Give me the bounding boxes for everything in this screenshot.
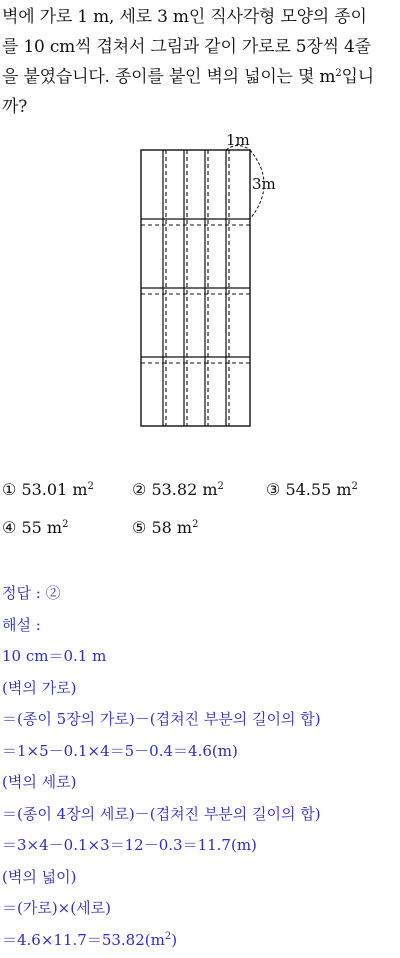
answer-line-3: 10 cm＝0.1 m	[2, 643, 398, 675]
choice-1-exponent: 2	[88, 481, 94, 492]
problem-text	[2, 2, 398, 122]
width-label: 1m	[226, 131, 250, 149]
answer-line-1: 정답 : ②	[2, 580, 398, 612]
choice-4[interactable]	[2, 518, 68, 537]
choice-row-2	[2, 518, 398, 556]
choice-4-exponent: 2	[62, 519, 68, 530]
choice-3-exponent: 2	[352, 481, 358, 492]
choice-2-exponent: 2	[218, 481, 224, 492]
choice-5-exponent: 2	[192, 519, 198, 530]
choice-1-number: ①	[2, 480, 16, 499]
choice-1[interactable]	[2, 480, 94, 499]
problem-line-2: 를 10 cm씩 겹쳐서 그림과 같이 가로로 5장씩 4줄	[2, 32, 398, 62]
answer-line-11: ＝(가로)×(세로)	[2, 895, 398, 927]
answer-line-10: (벽의 넓이)	[2, 864, 398, 896]
answer-line-12-tail: )	[171, 931, 177, 949]
problem-unit-exponent: 2	[335, 68, 341, 79]
answer-line-12-text: ＝4.6×11.7＝53.82(m	[2, 931, 165, 949]
choice-3-number: ③	[266, 480, 280, 499]
answer-line-12	[2, 927, 398, 958]
answer-choices	[2, 480, 398, 556]
choice-4-number: ④	[2, 518, 16, 537]
problem-line-4: 까?	[2, 92, 398, 122]
choice-2[interactable]	[132, 480, 224, 499]
height-label: 3m	[252, 175, 276, 193]
choice-4-value: 55 m	[21, 518, 62, 537]
choice-2-value: 53.82 m	[151, 480, 217, 499]
choice-5[interactable]	[132, 518, 198, 537]
choice-1-value: 53.01 m	[21, 480, 87, 499]
answer-line-5: ＝(종이 5장의 가로)－(겹쳐진 부분의 길이의 합)	[2, 706, 398, 738]
sheet-edges-horizontal-dashed	[141, 225, 250, 363]
choice-5-value: 58 m	[151, 518, 192, 537]
answer-line-6: ＝1×5－0.1×4＝5－0.4＝4.6(m)	[2, 738, 398, 770]
answer-explanation	[2, 580, 398, 958]
answer-unit-exponent: 2	[165, 931, 171, 942]
choice-2-number: ②	[132, 480, 146, 499]
choice-3-value: 54.55 m	[285, 480, 351, 499]
wall-paper-figure	[120, 128, 280, 442]
answer-line-7: (벽의 세로)	[2, 769, 398, 801]
answer-line-8: ＝(종이 4장의 세로)－(겹쳐진 부분의 길이의 합)	[2, 801, 398, 833]
sheet-edges-horizontal-solid	[141, 219, 250, 357]
choice-3[interactable]	[266, 480, 358, 499]
answer-line-4: (벽의 가로)	[2, 675, 398, 707]
problem-line-3-tail: 입니	[342, 67, 374, 87]
problem-line-3-text: 을 붙였습니다. 종이를 붙인 벽의 넓이는 몇 m	[2, 67, 335, 87]
wall-paper-diagram	[120, 128, 280, 438]
answer-line-2: 해설 :	[2, 612, 398, 644]
answer-line-9: ＝3×4－0.1×3＝12－0.3＝11.7(m)	[2, 832, 398, 864]
problem-line-3	[2, 62, 398, 92]
choice-row-1	[2, 480, 398, 518]
choice-5-number: ⑤	[132, 518, 146, 537]
problem-line-1: 벽에 가로 1 m, 세로 3 m인 직사각형 모양의 종이	[2, 2, 398, 32]
